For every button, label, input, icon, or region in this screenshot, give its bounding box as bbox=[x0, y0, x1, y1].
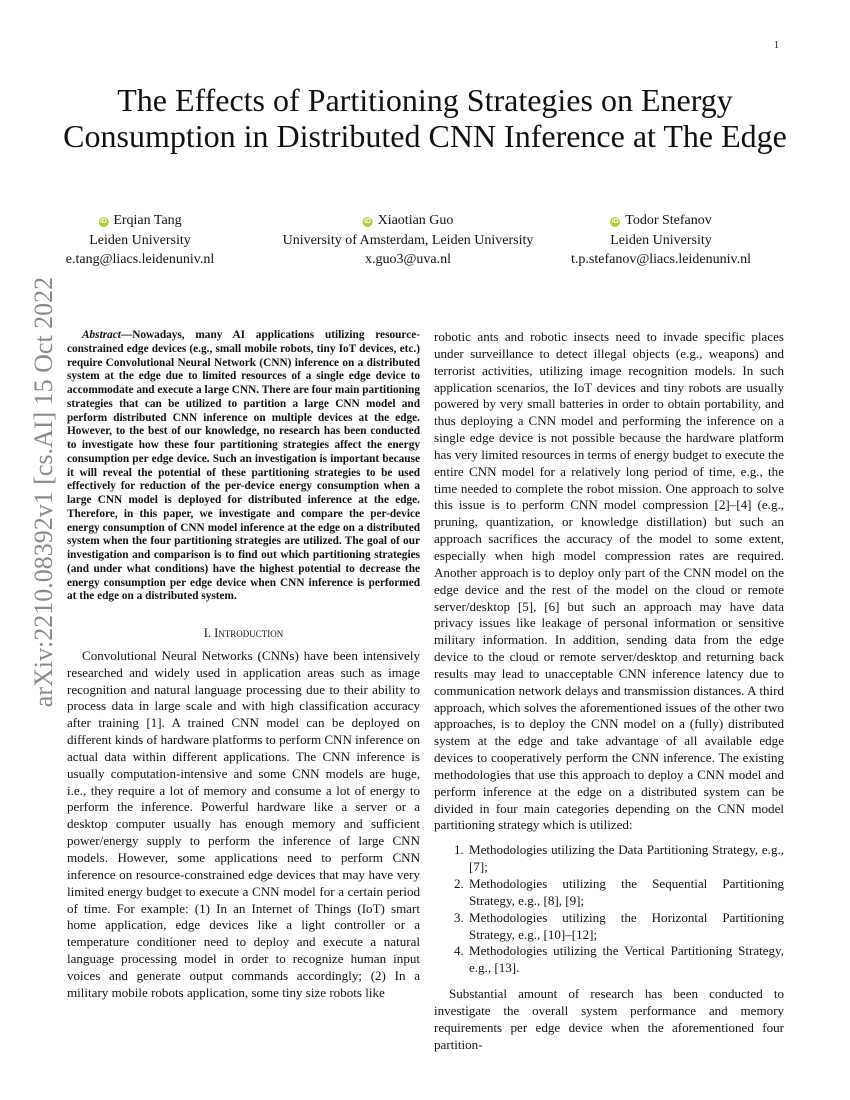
arxiv-identifier: arXiv:2210.08392v1 [cs.AI] 15 Oct 2022 bbox=[29, 276, 58, 708]
orcid-icon[interactable]: iD bbox=[611, 218, 619, 225]
section-heading bbox=[67, 625, 420, 642]
author-affiliation: Leiden University bbox=[610, 232, 712, 248]
list-item: 1. Methodologies utilizing the Data Partitioning Strategy, e.g., [7]; bbox=[467, 842, 784, 876]
list-item: 4. Methodologies utilizing the Vertical Partitioning Strategy, e.g., [13]. bbox=[467, 943, 784, 977]
author-name: Xiaotian Guo bbox=[377, 213, 454, 228]
abstract-text: —Nowadays, many AI applications utilizing resource-constrained edge devices (e.g., small mobile robots, tiny IoT devices, etc.) require Convolutional Neural Network (CNN) inference on a distributed system at the edge due to limited resources of a single edge device to accommodate and execute a large CNN. There are four main partitioning strategies that can be utilized to partition a large CNN model and perform distributed CNN inference on multiple devices at the edge. However, to the best of our knowledge, no research has been conducted to investigate how these four partitioning strategies affect the energy consumption per edge device. Such an investigation is important because it will reveal the potential of these partitioning strategies to be used effectively for reduction of the per-device energy consumption when a large CNN model is deployed for distributed inference at the edge. Therefore, in this paper, we investigate and compare the per-device energy consumption of CNN model inference at the edge on a distributed system when the four partitioning strategies are utilized. The goal of our investigation and comparison is to find out which partitioning strategies (and under what conditions) have the highest potential to decrease the energy consumption per edge device when CNN inference is performed at the edge on a distributed system. bbox=[67, 329, 420, 603]
author-name: Todor Stefanov bbox=[625, 213, 712, 228]
arxiv-sidebar bbox=[20, 276, 68, 708]
section-number: I. bbox=[203, 626, 215, 640]
author-affiliation: Leiden University bbox=[89, 232, 191, 248]
author-3 bbox=[571, 211, 751, 270]
abstract-label: Abstract bbox=[82, 329, 121, 341]
intro-paragraph: Convolutional Neural Networks (CNNs) have been intensively researched and widely used in application areas such as image recognition and natural language processing due to their ability to process data in large scale and with high classification accuracy after training [1]. A trained CNN model can be deployed on different kinds of hardware platforms to perform CNN inference on actual data within different applications. The CNN inference is usually computation-intensive and some CNN models are huge, i.e., they require a lot of memory and consume a lot of energy to perform the inference. Powerful hardware like a server or a desktop computer usually has enough memory and sufficient power/energy supply to perform the inference of large CNN models. However, some applications need to perform CNN inference on resource-constrained edge devices that may have very limited energy budget to execute a CNN model for a certain period of time. For example: (1) In an Internet of Things (IoT) smart home application, edge devices like a light controller or a temperature conditioner need to deploy and execute a natural language processing model in order to recognize human input voices and generate output commands accordingly; (2) In a military mobile robots application, some tiny size robots like bbox=[67, 647, 420, 1000]
author-email: e.tang@liacs.leidenuniv.nl bbox=[65, 252, 215, 267]
orcid-icon[interactable]: iD bbox=[99, 218, 107, 225]
intro-paragraph-continued: robotic ants and robotic insects need to invade specific places under surveillance to detect illegal objects (e.g., weapons) and terrorist activities, utilizing image recognition models. In such application scenarios, the IoT devices and tiny robots are usually powered by very small batteries in order to obtain portability, and thus deploying a CNN model and performing the inference on a single edge device is not possible because the hardware platform has very limited resources in terms of energy budget to execute the entire CNN model for a relatively long period of time, e.g., the time needed to complete the robot mission. One approach to solve this issue is to perform CNN model compression [2]–[4] (e.g., pruning, quantization, or knowledge distillation) but such an approach sacrifices the accuracy of the model to some extent, especially when high model compression rates are required. Another approach is to deploy only part of the CNN model on the edge device and the rest of the model on the cloud or remote server/desktop [5], [6] but such an approach may have data privacy issues like leakage of personal information or sensitive military information. In addition, sending data from the edge device to the cloud or remote server/desktop and returning back results may lead to unacceptable CNN inference latency due to communication network delays and transmission distances. A third approach, which solves the aforementioned issues of the other two approaches, is to deploy the CNN model on a (fully) distributed system at the edge and take advantage of all available edge devices to cooperatively perform the CNN inference. The existing methodologies that use this approach to deploy a CNN model and perform inference at the edge on a distributed system can be divided in four main categories depending on the CNN model partitioning strategy which is utilized: bbox=[434, 329, 784, 833]
author-name: Erqian Tang bbox=[113, 213, 182, 228]
paper-title: The Effects of Partitioning Strategies on Energy Consumption in Distributed CNN Inference at The Edge bbox=[63, 82, 787, 154]
list-item: 2. Methodologies utilizing the Sequential Partitioning Strategy, e.g., [8], [9]; bbox=[467, 876, 784, 910]
section-title: Introduction bbox=[214, 626, 284, 640]
list-item: 3. Methodologies utilizing the Horizontal Partitioning Strategy, e.g., [10]–[12]; bbox=[467, 910, 784, 944]
methodology-list bbox=[434, 842, 784, 977]
page-number: 1 bbox=[774, 40, 779, 51]
orcid-icon[interactable]: iD bbox=[364, 218, 372, 225]
author-email: t.p.stefanov@liacs.leidenuniv.nl bbox=[571, 252, 751, 267]
author-affiliation: University of Amsterdam, Leiden University bbox=[282, 232, 534, 248]
author-1 bbox=[66, 211, 214, 270]
closing-paragraph: Substantial amount of research has been conducted to investigate the overall system performance and memory requirements per edge device when the aforementioned four partition- bbox=[434, 986, 784, 1052]
left-column bbox=[67, 329, 420, 1002]
author-email: x.guo3@uva.nl bbox=[364, 252, 451, 267]
right-column bbox=[434, 329, 784, 1053]
author-block bbox=[60, 211, 790, 271]
author-2 bbox=[283, 211, 534, 270]
abstract bbox=[67, 329, 420, 604]
